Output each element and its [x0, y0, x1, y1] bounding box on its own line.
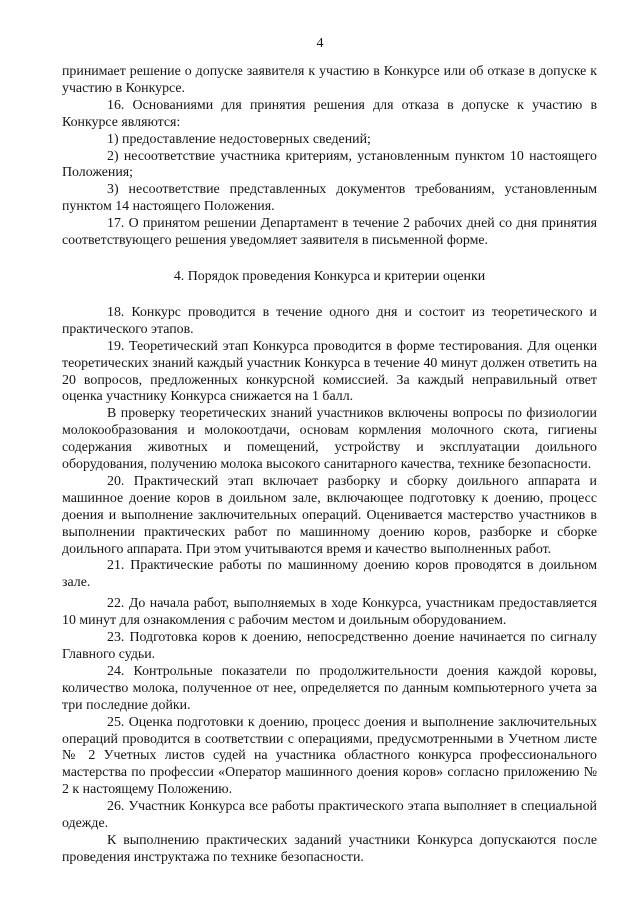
paragraph-19: 19. Теоретический этап Конкурса проводится в форме тестирования. Для оценки теоретических знаний каждый участник Конкурса в течение 40 минут должен ответить на 20 вопросов, предложенных конкурсной комиссией. За каждый неправильный ответ оценка участнику Конкурса снижается на 1 балл.	[62, 338, 597, 405]
paragraph-20: 20. Практический этап включает разборку и сборку доильного аппарата и машинное доение коров в доильном зале, включающее подготовку к доению, процесс доения и выполнение заключительных операций. Оценивается мастерство участников в выполнении практических работ по машинному доению коров, разборке и сборке доильного аппарата. При этом учитываются время и качество выполненных работ.	[62, 473, 597, 557]
paragraph-continuation: принимает решение о допуске заявителя к участию в Конкурсе или об отказе в допуске к участию в Конкурсе.	[62, 64, 597, 96]
paragraph-21: 21. Практические работы по машинному доению коров проводятся в доильном зале.	[62, 558, 597, 591]
document-body	[62, 64, 597, 867]
paragraph-17: 17. О принятом решении Департамент в течение 2 рабочих дней со дня принятия соответствующего решения уведомляет заявителя в письменной форме.	[62, 216, 597, 249]
page-number: 4	[316, 36, 324, 51]
list-item-2: 2) несоответствие участника критериям, установленным пунктом 10 настоящего Положения;	[62, 148, 597, 181]
list-item-3: 3) несоответствие представленных документов требованиям, установленным пунктом 14 настоящего Положения.	[62, 182, 597, 215]
paragraph-24: 24. Контрольные показатели по продолжительности доения каждой коровы, количество молока, полученное от нее, определяется по данным компьютерного учета за три последние дойки.	[62, 663, 597, 713]
section-heading: 4. Порядок проведения Конкурса и критерии оценки	[173, 268, 486, 284]
paragraph-25: 25. Оценка подготовки к доению, процесс доения и выполнение заключительных операций проводится в соответствии с операциями, предусмотренными в Учетном листе № 2 Учетных листов судей на участника областного конкурса профессионального мастерства по профессии «Оператор машинного доения коров» согласно приложению № 2 к настоящему Положению.	[62, 714, 597, 798]
paragraph-theory-topics: В проверку теоретических знаний участников включены вопросы по физиологии молокообразования и молокоотдачи, основам кормления молочного скота, гигиены содержания животных и помещений, устройству и эксплуатации доильного оборудования, получению молока высокого санитарного качества, технике безопасности.	[62, 406, 597, 473]
list-item-1: 1) предоставление недостоверных сведений;	[107, 131, 371, 147]
paragraph-23: 23. Подготовка коров к доению, непосредственно доение начинается по сигналу Главного судьи.	[62, 630, 597, 662]
paragraph-26: 26. Участник Конкурса все работы практического этапа выполняет в специальной одежде.	[62, 799, 597, 832]
paragraph-18: 18. Конкурс проводится в течение одного дня и состоит из теоретического и практического этапов.	[62, 304, 597, 337]
paragraph-22: 22. До начала работ, выполняемых в ходе Конкурса, участникам предоставляется 10 минут для ознакомления с рабочим местом и доильным оборудованием.	[62, 596, 597, 629]
paragraph-safety-briefing: К выполнению практических заданий участники Конкурса допускаются после проведения инструктажа по технике безопасности.	[62, 832, 597, 865]
paragraph-16: 16. Основаниями для принятия решения для отказа в допуске к участию в Конкурсе являются:	[62, 97, 597, 130]
